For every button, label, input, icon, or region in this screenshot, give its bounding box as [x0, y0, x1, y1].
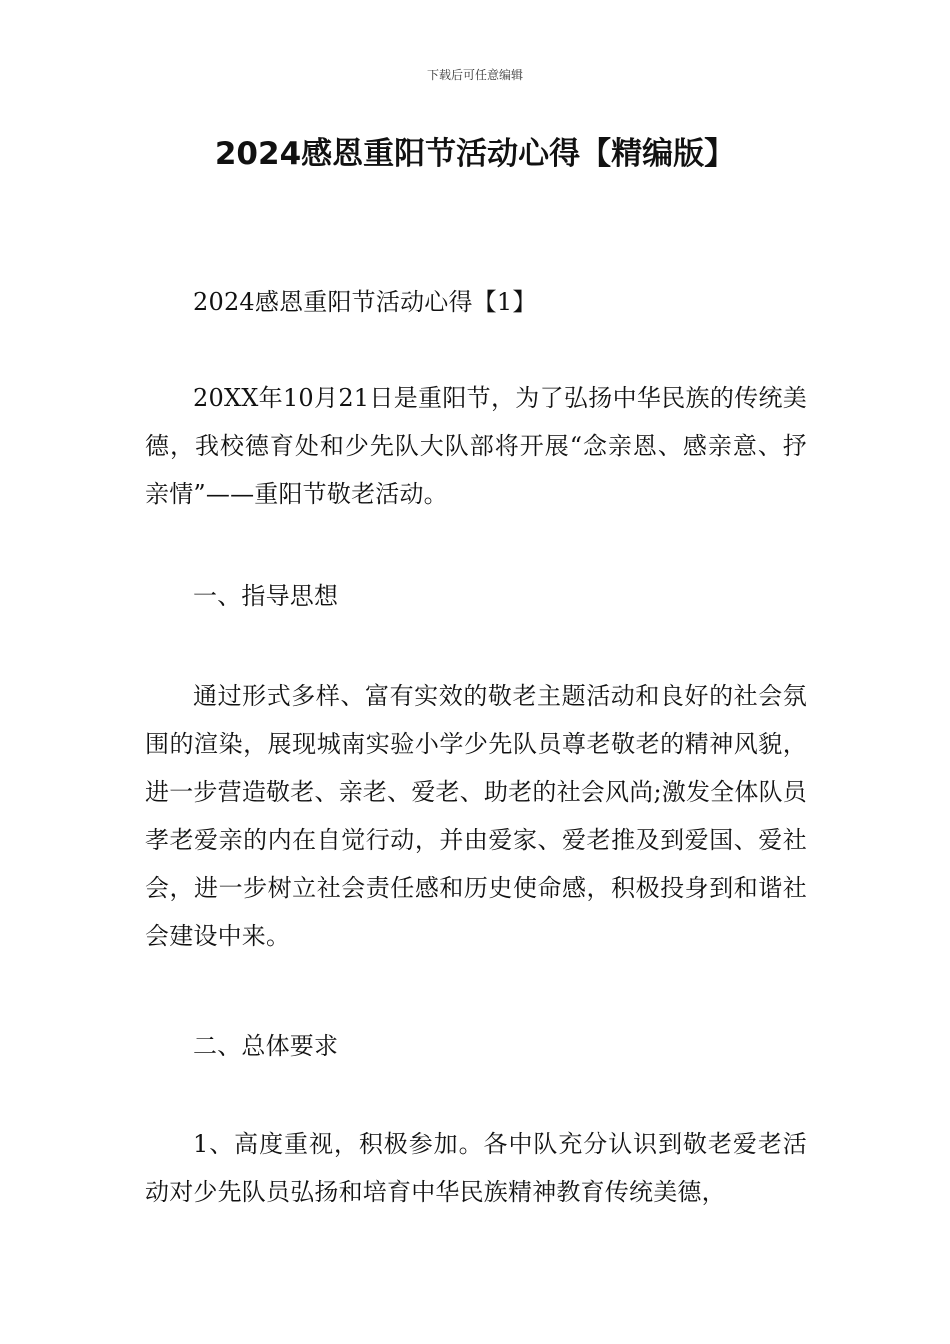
heading-text: 二、总体要求 — [193, 1032, 339, 1060]
paragraph-text: 1、高度重视，积极参加。各中队充分认识到敬老爱老活动对少先队员弘扬和培育中华民族精神教育传统美德， — [145, 1130, 807, 1206]
heading-guiding-ideology — [145, 572, 807, 620]
paragraph-text: 20XX年10月21日是重阳节，为了弘扬中华民族的传统美德，我校德育处和少先队大队部将开展“念亲恩、感亲意、抒亲情”——重阳节敬老活动。 — [145, 384, 807, 508]
paragraph-requirement-1 — [145, 1120, 807, 1216]
paragraph-intro — [145, 374, 807, 518]
subtitle-text: 2024感恩重阳节活动心得【1】 — [193, 288, 537, 316]
paragraph-guiding-ideology — [145, 672, 807, 960]
document-title: 2024感恩重阳节活动心得【精编版】 — [214, 136, 736, 172]
paragraph-text: 通过形式多样、富有实效的敬老主题活动和良好的社会氛围的渲染，展现城南实验小学少先队员尊老敬老的精神风貌，进一步营造敬老、亲老、爱老、助老的社会风尚;激发全体队员孝老爱亲的内在自觉行动，并由爱家、爱老推及到爱国、爱社会，进一步树立社会责任感和历史使命感，积极投身到和谐社会建设中来。 — [145, 682, 807, 950]
heading-text: 一、指导思想 — [193, 582, 339, 610]
section-subtitle — [145, 278, 807, 326]
header-note: 下载后可任意编辑 — [426, 68, 523, 82]
heading-general-requirements — [145, 1022, 807, 1070]
